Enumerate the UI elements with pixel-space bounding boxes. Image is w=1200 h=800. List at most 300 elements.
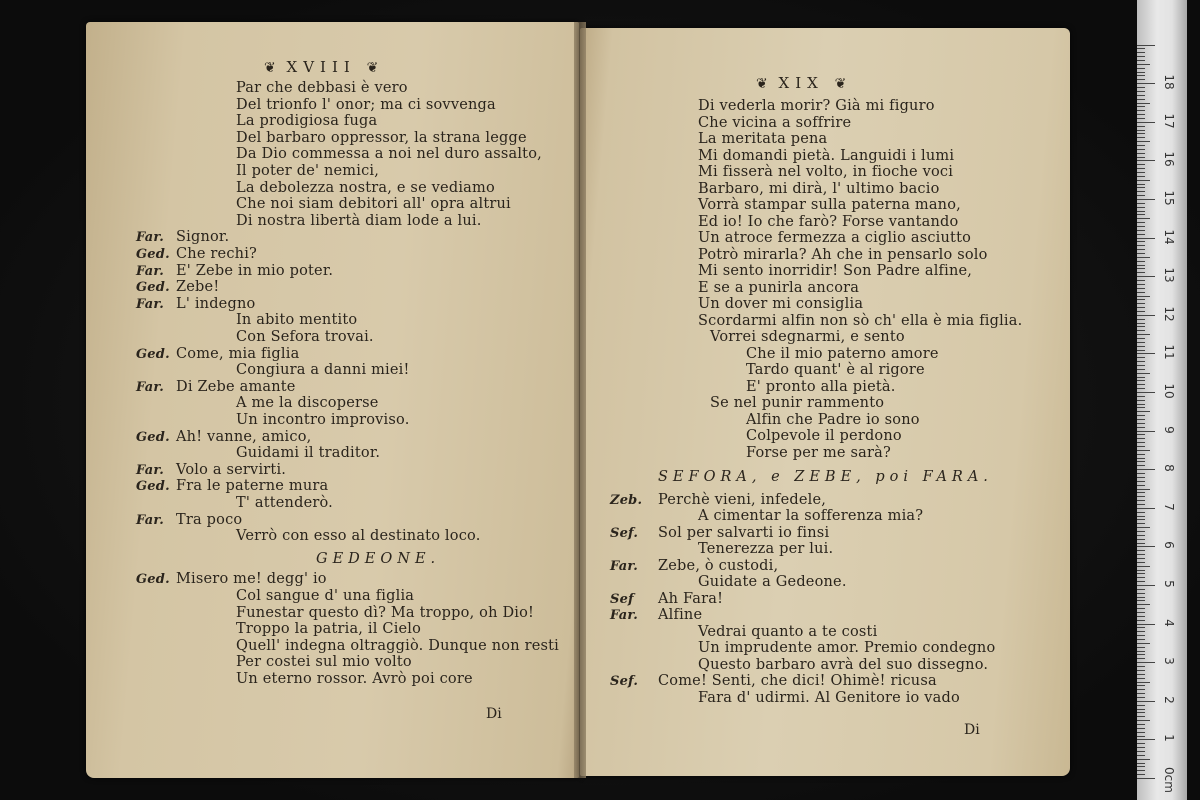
text-line <box>136 445 380 462</box>
text-line <box>610 346 939 363</box>
speaker-label: Ged. <box>136 280 170 296</box>
ruler-tick <box>1137 157 1145 158</box>
ruler-tick <box>1137 207 1145 208</box>
ruler-tick <box>1137 199 1155 200</box>
text-line <box>610 591 723 608</box>
text-line <box>136 346 299 363</box>
text-line <box>136 80 408 97</box>
ruler-tick <box>1137 589 1145 590</box>
ruler-tick <box>1137 296 1150 297</box>
ruler-label: 10 <box>1162 383 1176 399</box>
verse-text: Sol per salvarti io finsi <box>658 524 830 541</box>
text-line <box>136 146 542 163</box>
ruler-tick <box>1137 357 1145 358</box>
ruler-tick <box>1137 666 1145 667</box>
ruler-tick <box>1137 79 1145 80</box>
ruler-tick <box>1137 539 1145 540</box>
ruler-label: 11 <box>1162 344 1176 361</box>
verse-text: Signor. <box>176 229 230 246</box>
text-line <box>136 462 286 479</box>
ruler-tick <box>1137 720 1150 721</box>
ruler-tick <box>1137 712 1145 713</box>
ruler-tick <box>1137 388 1145 389</box>
verse-text: E se a punirla ancora <box>698 279 860 296</box>
ruler-tick <box>1137 724 1145 725</box>
ruler-tick <box>1137 95 1145 96</box>
verse-text: Quell' indegna oltraggiò. Dunque non resti <box>236 637 560 654</box>
speaker-label: Ged. <box>136 479 170 495</box>
ruler-tick <box>1137 485 1145 486</box>
text-line <box>136 512 242 529</box>
ruler-tick <box>1137 272 1145 273</box>
ruler-tick <box>1137 187 1145 188</box>
ruler-tick <box>1137 624 1155 625</box>
verse-text: Alfine <box>658 607 703 623</box>
ruler-tick <box>1137 68 1145 69</box>
text-line <box>610 296 863 313</box>
text-line <box>136 279 219 296</box>
ruler-tick <box>1137 461 1145 462</box>
ruler-tick <box>1137 643 1150 644</box>
speaker-label: Far. <box>136 230 164 246</box>
ruler-tick <box>1137 612 1145 613</box>
ruler-tick <box>1137 191 1145 192</box>
left-ornament-icon: ❦ <box>756 76 768 92</box>
text-line <box>136 362 410 379</box>
ruler-tick <box>1137 133 1145 134</box>
ruler-tick <box>1137 732 1145 733</box>
ruler-tick <box>1137 230 1145 231</box>
verse-text: Vorrà stampar sulla paterna mano, <box>698 197 961 213</box>
ruler-tick <box>1137 458 1145 459</box>
ruler-tick <box>1137 678 1145 679</box>
verse-text: Un atroce fermezza a ciglio asciutto <box>698 230 972 246</box>
ruler-tick <box>1137 431 1155 432</box>
text-line <box>610 673 937 690</box>
text-line <box>136 571 327 588</box>
text-line <box>610 131 827 148</box>
scene-heading: GEDEONE. <box>316 550 441 567</box>
verse-text: Del barbaro oppressor, la strana legge <box>236 129 527 146</box>
right-ornament-icon: ❦ <box>366 60 379 76</box>
ruler-tick <box>1137 323 1145 324</box>
ruler-tick <box>1137 195 1145 196</box>
ruler-tick <box>1137 160 1155 161</box>
verse-text: Zebe, ò custodi, <box>658 557 779 574</box>
ruler-tick <box>1137 682 1150 683</box>
ruler-tick <box>1137 747 1145 748</box>
ruler-tick <box>1137 442 1145 443</box>
text-line <box>136 196 511 213</box>
ruler-tick <box>1137 705 1145 706</box>
measurement-ruler <box>1137 0 1187 800</box>
verse-text: Barbaro, mi dirà, l' ultimo bacio <box>698 180 940 197</box>
ruler-tick <box>1137 434 1145 435</box>
text-line <box>610 164 953 181</box>
ruler-tick <box>1137 137 1145 138</box>
speaker-label: Ged. <box>136 572 170 588</box>
text-line <box>610 98 935 115</box>
ruler-tick <box>1137 307 1145 308</box>
ruler-label: 17 <box>1162 113 1176 129</box>
text-line <box>610 214 958 231</box>
speaker-label: Far. <box>136 462 164 478</box>
text-line <box>610 181 940 198</box>
verse-text: La meritata pena <box>698 131 828 147</box>
text-line <box>136 528 481 545</box>
ruler-tick <box>1137 558 1145 559</box>
text-line <box>610 445 891 462</box>
text-line <box>136 412 410 429</box>
ruler-tick <box>1137 203 1145 204</box>
verse-text: Che vicina a soffrire <box>698 114 852 131</box>
speaker-label: Sef. <box>610 674 639 689</box>
text-line <box>136 638 559 655</box>
ruler-tick <box>1137 774 1145 775</box>
verse-text: Fra le paterne mura <box>176 478 329 495</box>
ruler-label: 14 <box>1162 228 1176 245</box>
text-line <box>136 163 379 180</box>
ruler-tick <box>1137 299 1145 300</box>
text-line <box>136 329 374 346</box>
ruler-tick <box>1137 334 1150 335</box>
right-page-header <box>756 74 846 92</box>
right-page <box>580 28 1070 776</box>
ruler-tick <box>1137 654 1145 655</box>
ruler-tick <box>1137 265 1145 266</box>
verse-text: Un eterno rossor. Avrò poi core <box>236 671 473 687</box>
text-line <box>136 213 482 230</box>
ruler-tick <box>1137 778 1155 779</box>
left-page-header <box>264 58 378 76</box>
speaker-label: Sef. <box>610 525 639 541</box>
ruler-label: 7 <box>1162 502 1176 511</box>
ruler-tick <box>1137 118 1145 119</box>
text-line <box>136 130 527 147</box>
verse-text: Da Dio commessa a noi nel duro assalto, <box>236 146 542 163</box>
ruler-tick <box>1137 716 1145 717</box>
text-line <box>610 329 905 346</box>
ruler-tick <box>1137 319 1145 320</box>
verse-text: Con Sefora trovai. <box>236 329 374 345</box>
text-line <box>610 640 995 657</box>
verse-text: Mi domandi pietà. Languidi i lumi <box>698 147 955 164</box>
ruler-tick <box>1137 168 1145 169</box>
ruler-tick <box>1137 315 1155 316</box>
ruler-tick <box>1137 338 1145 339</box>
ruler-tick <box>1137 280 1145 281</box>
ruler-tick <box>1137 770 1145 771</box>
ruler-tick <box>1137 350 1145 351</box>
speaker-label: Zeb. <box>610 492 643 508</box>
ruler-tick <box>1137 616 1145 617</box>
ruler-tick <box>1137 311 1145 312</box>
ruler-tick <box>1137 739 1155 740</box>
verse-text: Mi sento inorridir! Son Padre alfine, <box>698 263 973 279</box>
ruler-tick <box>1137 276 1155 277</box>
verse-text: A cimentar la sofferenza mia? <box>698 508 924 524</box>
ruler-tick <box>1137 631 1145 632</box>
text-line <box>610 280 859 297</box>
ruler-tick <box>1137 114 1145 115</box>
ruler-tick <box>1137 64 1150 65</box>
ruler-tick <box>1137 56 1145 57</box>
verse-text: Scordarmi alfin non sò ch' ella è mia figlia. <box>698 312 1023 329</box>
text-line <box>610 624 877 641</box>
speaker-label: Ged. <box>136 346 170 362</box>
ruler-tick <box>1137 377 1145 378</box>
ruler-tick <box>1137 604 1150 605</box>
verse-text: Colpevole il perdono <box>746 428 902 444</box>
ruler-tick <box>1137 751 1145 752</box>
ruler-tick <box>1137 214 1145 215</box>
ruler-tick <box>1137 226 1145 227</box>
verse-text: Col sangue d' una figlia <box>236 588 415 604</box>
ruler-tick <box>1137 543 1145 544</box>
right-catchword: Di <box>964 722 980 738</box>
speaker-label: Sef <box>610 591 634 607</box>
ruler-tick <box>1137 531 1145 532</box>
ruler-tick <box>1137 516 1145 517</box>
ruler-tick <box>1137 361 1145 362</box>
ruler-tick <box>1137 581 1145 582</box>
ruler-tick <box>1137 91 1145 92</box>
text-line <box>610 395 884 412</box>
ruler-tick <box>1137 523 1145 524</box>
text-line <box>610 492 826 509</box>
ruler-tick <box>1137 234 1145 235</box>
text-line <box>136 229 229 246</box>
speaker-label: Ged. <box>136 429 170 445</box>
ruler-tick <box>1137 423 1145 424</box>
text-line <box>610 379 896 396</box>
ruler-tick <box>1137 411 1150 412</box>
ruler-tick <box>1137 369 1145 370</box>
ruler-label: 8 <box>1162 464 1176 472</box>
ruler-tick <box>1137 45 1155 46</box>
speaker-label: Far. <box>136 512 164 528</box>
ruler-tick <box>1137 566 1150 567</box>
ruler-tick <box>1137 184 1145 185</box>
text-line <box>136 312 357 329</box>
ruler-tick <box>1137 570 1145 571</box>
verse-text: E' pronto alla pietà. <box>746 378 896 395</box>
verse-text: Zebe! <box>176 279 220 296</box>
speaker-label: Far. <box>136 379 164 395</box>
ruler-tick <box>1137 500 1145 501</box>
verse-text: Guidate a Gedeone. <box>698 574 847 590</box>
ruler-tick <box>1137 130 1145 131</box>
verse-text: Misero me! degg' io <box>176 571 327 588</box>
text-line <box>610 508 923 525</box>
right-page-number: XIX <box>778 74 824 92</box>
ruler-tick <box>1137 527 1150 528</box>
ruler-label: 1 <box>1162 734 1176 743</box>
ruler-tick <box>1137 600 1145 601</box>
ruler-tick <box>1137 496 1145 497</box>
verse-text: Un imprudente amor. Premio condegno <box>698 640 996 656</box>
verse-text: Di vederla morir? Già mi figuro <box>698 98 935 114</box>
verse-text: Potrò mirarla? Ah che in pensarlo solo <box>698 246 988 263</box>
speaker-label: Far. <box>136 263 164 279</box>
verse-text: Tra poco <box>176 511 243 528</box>
ruler-tick <box>1137 83 1155 84</box>
text-line <box>136 654 412 671</box>
verse-text: Del trionfo l' onor; ma ci sovvenga <box>236 96 496 113</box>
ruler-tick <box>1137 620 1145 621</box>
text-line <box>610 412 920 429</box>
verse-text: La debolezza nostra, e se vediamo <box>236 179 495 196</box>
ruler-tick <box>1137 164 1145 165</box>
ruler-tick <box>1137 627 1145 628</box>
text-line <box>610 558 778 575</box>
ruler-tick <box>1137 384 1145 385</box>
scene-heading: SEFORA, e ZEBE, poi FARA. <box>658 469 993 485</box>
ruler-tick <box>1137 342 1145 343</box>
ruler-tick <box>1137 249 1145 250</box>
ruler-tick <box>1137 400 1145 401</box>
ruler-tick <box>1137 126 1145 127</box>
ruler-tick <box>1137 153 1145 154</box>
ruler-tick <box>1137 396 1145 397</box>
ruler-tick <box>1137 554 1145 555</box>
ruler-label: 16 <box>1162 151 1176 168</box>
verse-text: Vorrei sdegnarmi, e sento <box>710 329 905 345</box>
ruler-tick <box>1137 755 1145 756</box>
ruler-tick <box>1137 245 1145 246</box>
verse-text: T' attenderò. <box>236 495 333 511</box>
text-line <box>610 469 993 486</box>
ruler-tick <box>1137 469 1155 470</box>
text-line <box>136 429 311 446</box>
ruler-tick <box>1137 512 1145 513</box>
speaker-label: Ged. <box>136 247 170 262</box>
ruler-tick <box>1137 392 1155 393</box>
speaker-label: Far. <box>610 608 638 623</box>
ruler-tick <box>1137 52 1145 53</box>
ruler-tick <box>1137 427 1145 428</box>
ruler-tick <box>1137 218 1150 219</box>
verse-text: Ah Fara! <box>658 590 724 607</box>
ruler-tick <box>1137 415 1145 416</box>
verse-text: Che rechi? <box>176 246 258 262</box>
verse-text: Un incontro improviso. <box>236 412 410 428</box>
ruler-tick <box>1137 577 1145 578</box>
ruler-tick <box>1137 519 1145 520</box>
ruler-label: 2 <box>1162 695 1176 704</box>
ruler-tick <box>1137 141 1150 142</box>
verse-text: Un dover mi consiglia <box>698 296 864 312</box>
speaker-label: Far. <box>610 558 638 574</box>
ruler-tick <box>1137 763 1145 764</box>
ruler-tick <box>1137 238 1155 239</box>
ruler-tick <box>1137 662 1155 663</box>
verse-text: Che il mio paterno amore <box>746 345 939 362</box>
text-line <box>136 478 328 495</box>
ruler-tick <box>1137 647 1145 648</box>
text-line <box>136 180 495 197</box>
text-line <box>610 247 988 264</box>
verse-text: Che noi siam debitori all' opra altrui <box>236 196 511 213</box>
ruler-tick <box>1137 693 1145 694</box>
text-line <box>610 574 847 591</box>
ruler-tick <box>1137 87 1145 88</box>
verse-text: Fara d' udirmi. Al Genitore io vado <box>698 689 960 706</box>
text-line <box>136 113 377 130</box>
verse-text: Tenerezza per lui. <box>698 541 834 557</box>
ruler-tick <box>1137 492 1145 493</box>
ruler-tick <box>1137 261 1145 262</box>
ruler-tick <box>1137 608 1145 609</box>
ruler-tick <box>1137 562 1145 563</box>
verse-text: La prodigiosa fuga <box>236 113 378 130</box>
ruler-tick <box>1137 728 1145 729</box>
ruler-tick <box>1137 709 1145 710</box>
verse-text: Questo barbaro avrà del suo dissegno. <box>698 656 989 673</box>
text-line <box>136 495 333 512</box>
verse-text: Funestar questo dì? Ma troppo, oh Dio! <box>236 604 535 621</box>
ruler-tick <box>1137 504 1145 505</box>
verse-text: A me la discoperse <box>236 395 379 412</box>
ruler-tick <box>1137 75 1145 76</box>
ruler-tick <box>1137 766 1145 767</box>
speaker-label: Far. <box>136 296 164 312</box>
ruler-tick <box>1137 685 1145 686</box>
verse-text: Di Zebe amante <box>176 378 296 395</box>
verse-text: L' indegno <box>176 295 256 312</box>
text-line <box>610 657 988 674</box>
text-line <box>610 428 902 445</box>
verse-text: E' Zebe in mio poter. <box>176 262 334 279</box>
ruler-tick <box>1137 473 1145 474</box>
verse-text: Par che debbasi è vero <box>236 80 408 96</box>
text-line <box>610 690 960 707</box>
ruler-label: 6 <box>1162 541 1176 550</box>
verse-text: Verrò con esso al destinato loco. <box>236 528 481 545</box>
verse-text: Vedrai quanto a te costi <box>698 623 878 640</box>
text-line <box>610 197 961 214</box>
left-catchword: Di <box>486 706 502 722</box>
ruler-tick <box>1137 172 1145 173</box>
ruler-tick <box>1137 573 1145 574</box>
verse-text: Forse per me sarà? <box>746 444 891 461</box>
ruler-tick <box>1137 585 1155 586</box>
ruler-tick <box>1137 689 1145 690</box>
ruler-tick <box>1137 674 1145 675</box>
ruler-tick <box>1137 353 1155 354</box>
text-line <box>136 97 496 114</box>
ruler-tick <box>1137 103 1150 104</box>
text-line <box>610 541 833 558</box>
text-line <box>136 379 296 396</box>
text-line <box>136 395 379 412</box>
verse-text: Troppo la patria, il Cielo <box>236 621 422 638</box>
ruler-tick <box>1137 292 1145 293</box>
ruler-tick <box>1137 222 1145 223</box>
verse-text: Per costei sul mio volto <box>236 654 412 671</box>
ruler-tick <box>1137 597 1145 598</box>
ruler-tick <box>1137 438 1145 439</box>
text-line <box>136 621 421 638</box>
ruler-tick <box>1137 759 1150 760</box>
ruler-tick <box>1137 701 1155 702</box>
ruler-label: 18 <box>1162 74 1176 90</box>
verse-text: Tardo quant' è al rigore <box>746 362 925 378</box>
verse-text: Volo a servirti. <box>176 461 287 478</box>
ruler-tick <box>1137 241 1145 242</box>
verse-text: Come, mia figlia <box>176 345 300 362</box>
ruler-label: 3 <box>1162 657 1176 665</box>
